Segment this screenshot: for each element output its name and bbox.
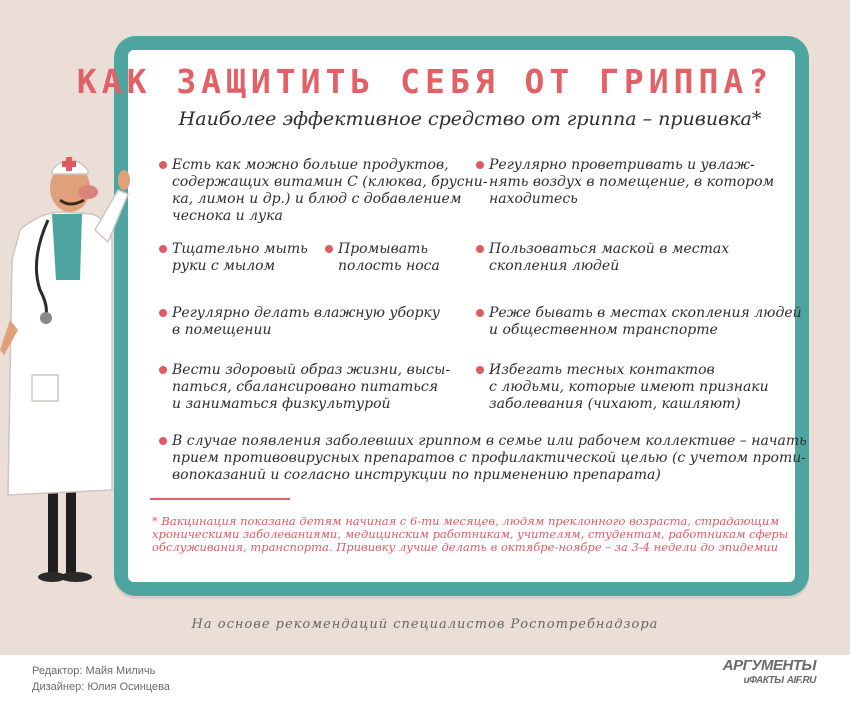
tip-text: Регулярно проветривать и увлаж- нять воздух в помещение, в котором находитесь	[489, 157, 775, 207]
doctor-illustration	[0, 150, 140, 590]
source-note: На основе рекомендаций специалистов Роспотребнадзора	[191, 617, 659, 632]
tip-ventilate	[489, 157, 774, 208]
tip-text: Регулярно делать влажную уборку в помещении	[172, 305, 440, 338]
tip-text: В случае появления заболевших гриппом в семье или рабочем коллективе – начать прием противовирусных препаратов с профилактической целью (с учетом проти- вопоказаний и согласно инструкции по применению препарата)	[172, 433, 807, 483]
logo-line-2	[723, 672, 816, 687]
bullet-dot-icon	[159, 245, 167, 253]
bullet-dot-icon	[159, 309, 167, 317]
tip-mask	[489, 241, 729, 275]
designer-credit: Дизайнер: Юлия Осинцева	[32, 681, 170, 693]
tip-avoid-crowds	[489, 305, 802, 339]
bullet-dot-icon	[159, 366, 167, 374]
footnote-divider	[150, 498, 290, 500]
page-subtitle: Наиболее эффективное средство от гриппа – прививка*	[178, 108, 762, 130]
page-title: КАК ЗАЩИТИТЬ СЕБЯ ОТ ГРИППА?	[76, 62, 774, 101]
tip-text: Избегать тесных контактов с людьми, которые имеют признаки заболевания (чихают, кашляют)	[489, 362, 769, 412]
editor-credit: Редактор: Майя Миличь	[32, 665, 156, 677]
tip-text: Есть как можно больше продуктов, содержащих витамин С (клюква, бруснu- ка, лимон и др.) и блюд с добавлением чеснока и лука	[172, 157, 488, 224]
bullet-dot-icon	[325, 245, 333, 253]
bullet-dot-icon	[476, 309, 484, 317]
tip-text: Промывать полость носа	[338, 241, 440, 274]
tip-wet-cleaning	[172, 305, 440, 339]
vaccination-footnote: * Вакцинация показана детям начиная с 6-ти месяцев, людям преклонного возраста, страдающим хроническими заболеваниями, медицинским работникам, учителям, студентам, работникам сферы обслуживания, транспорта. Прививку лучше делать в октябре-ноябре – за 3-4 недели до эпидемии	[152, 514, 789, 554]
tip-antiviral	[172, 433, 807, 484]
tip-text: Вести здоровый образ жизни, высы- паться, сбалансировано питаться и заниматься физкультурой	[172, 362, 451, 412]
bullet-dot-icon	[476, 366, 484, 374]
tip-text: Тщательно мыть руки с мылом	[172, 241, 308, 274]
tip-rinse-nose	[338, 241, 440, 275]
bullet-dot-icon	[159, 161, 167, 169]
bullet-dot-icon	[476, 245, 484, 253]
tip-wash-hands	[172, 241, 308, 275]
logo-word: иФАКТЫ	[743, 675, 784, 686]
aif-logo[interactable]	[723, 659, 816, 687]
logo-line-1: АРГУМЕНТЫ	[722, 657, 816, 674]
tip-avoid-contacts	[489, 362, 769, 413]
tip-text: Пользоваться маской в местах скопления людей	[489, 241, 730, 274]
logo-domain: AIF.RU	[786, 675, 816, 686]
bullet-dot-icon	[476, 161, 484, 169]
tip-vitamin-c	[172, 157, 488, 225]
tip-healthy-lifestyle	[172, 362, 450, 413]
tip-text: Реже бывать в местах скопления людей и общественном транспорте	[489, 305, 802, 338]
bullet-dot-icon	[159, 437, 167, 445]
footer-bar	[0, 655, 850, 703]
